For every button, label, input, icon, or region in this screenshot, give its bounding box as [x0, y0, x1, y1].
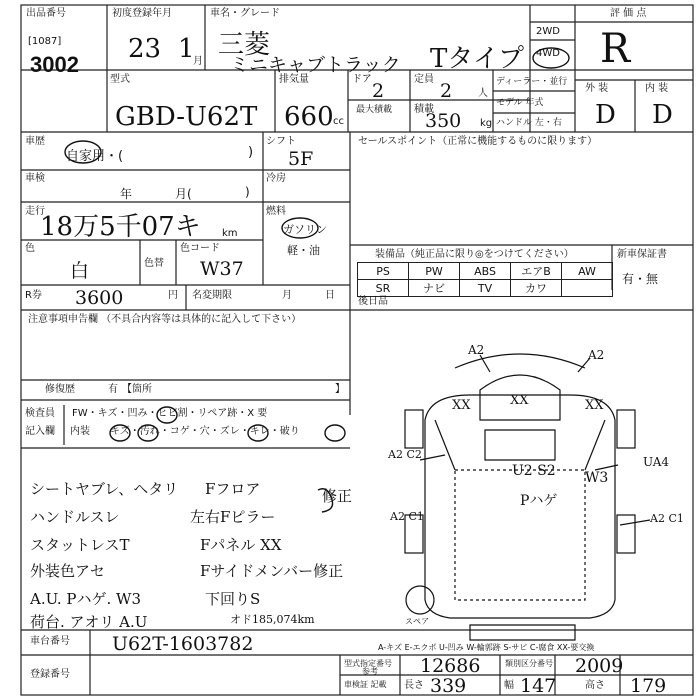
- model-year-label: モデル 年式: [496, 98, 544, 108]
- kg-unit: kg: [480, 118, 493, 129]
- equipment-empty: [562, 280, 613, 297]
- warranty-label: 新車保証書: [617, 249, 667, 260]
- name-change-month: 月: [282, 290, 292, 301]
- inspector-row-2-label: 内装: [70, 426, 90, 437]
- displacement-label: 排気量: [279, 74, 309, 85]
- mark-w3: W3: [585, 470, 609, 486]
- mark-xx-right: XX: [585, 398, 604, 413]
- inspector-label-1: 検査員: [25, 408, 55, 419]
- drive-2wd: 2WD: [536, 26, 560, 37]
- first-reg-month: 1: [178, 34, 195, 64]
- name-label: 車名・グレード: [210, 8, 280, 19]
- length-value: 339: [430, 675, 467, 697]
- ref-label: 参考: [362, 667, 378, 676]
- color-label: 色: [25, 243, 35, 254]
- interior-value: D: [652, 100, 673, 130]
- repair-label: 修復歴: [45, 384, 75, 395]
- km-unit: km: [222, 228, 238, 239]
- repair-close: 】: [335, 384, 345, 395]
- fuel-gas: ガソリン: [283, 223, 327, 236]
- rear-seat-label: 後日品: [358, 296, 388, 307]
- inspector-row-2: キズ・汚れ・コゲ・穴・ズレ・キレ・破り: [110, 426, 300, 437]
- doors-value: 2: [372, 80, 385, 102]
- note-right-6: オド185,074km: [230, 613, 315, 626]
- equipment-pw: PW: [409, 263, 460, 280]
- lot-label: 出品番号: [26, 8, 66, 19]
- load-value: 350: [425, 110, 462, 132]
- mark-a2c1-left: A2 C1: [390, 510, 424, 523]
- chassis-value: U62T-1603782: [112, 633, 254, 655]
- inspection-year: 年: [120, 187, 133, 201]
- inspector-row-1: FW・キズ・凹み・ヒビ割・リペア跡・X 要: [72, 408, 268, 419]
- notes-title: 注意事項申告欄 （不具合内容等は具体的に記入して下さい）: [28, 314, 302, 325]
- mark-a2c2: A2 C2: [388, 448, 422, 461]
- first-reg-year: 23: [128, 34, 162, 64]
- note-right-5: 下回りS: [205, 590, 261, 608]
- lot-number: 3002: [30, 52, 79, 77]
- capacity-label: 定員: [414, 74, 434, 85]
- grade-label: 評 価 点: [610, 8, 647, 19]
- shift-value: 5F: [288, 148, 314, 170]
- fuel-label: 燃料: [266, 206, 286, 217]
- note-right-1: Fフロア: [205, 480, 261, 498]
- note-line-5: A.U. Pハゲ. W3: [30, 590, 141, 608]
- note-line-6: 荷台. アオリ A.U: [30, 613, 148, 631]
- category-label: 類別区分番号: [505, 659, 553, 668]
- width-value: 147: [520, 675, 557, 697]
- inspection-label: 車検: [25, 173, 45, 184]
- mark-top-right: A2: [588, 348, 605, 362]
- note-line-1: シートヤブレ、ヘタリ: [30, 480, 179, 498]
- note-right-3: Fパネル XX: [200, 536, 282, 554]
- damage-legend: A-キズ E-エクボ U-凹み W-輪郭跡 S-サビ C-腐食 XX-要交換: [378, 643, 595, 652]
- interior-label: 内 装: [645, 83, 669, 94]
- cc-unit: cc: [333, 116, 344, 127]
- car-grade: Tタイプ: [430, 44, 525, 74]
- mark-p-hage: Pハゲ: [520, 493, 558, 509]
- mark-xx-left: XX: [452, 398, 471, 413]
- mark-ua4: UA4: [643, 455, 670, 469]
- yen-unit: 円: [168, 290, 178, 301]
- height-value: 179: [630, 675, 667, 697]
- mileage-value: 18万5千07キ: [40, 212, 201, 242]
- load-side-label: 最大積載: [356, 105, 393, 115]
- drive-4wd: 4WD: [536, 48, 560, 59]
- name-change-day: 日: [325, 290, 335, 301]
- sales-point-label: セールスポイント（正常に機能するものに限ります）: [358, 136, 598, 147]
- repair-box: 【箇所: [122, 384, 152, 395]
- capacity-unit: 人: [478, 88, 488, 99]
- equipment-sr: SR: [358, 280, 409, 297]
- spare-label: スペア: [405, 617, 429, 626]
- equipment-airbag: エアB: [511, 263, 562, 280]
- handle-label: ハンドル 左・右: [496, 118, 562, 128]
- car-name: 三菱: [218, 30, 271, 60]
- equipment-tv: TV: [460, 280, 511, 297]
- note-line-3: スタットレスT: [30, 536, 130, 554]
- ac-label: 冷房: [266, 173, 286, 184]
- fuel-diesel: 軽・油: [287, 244, 320, 257]
- equipment-title: 装備品（純正品に限り◎をつけてください）: [375, 249, 574, 260]
- recycle-value: 3600: [75, 287, 124, 309]
- width-label: 幅: [504, 680, 514, 691]
- warranty-value: 有・無: [622, 272, 659, 286]
- length-label: 長さ: [404, 680, 424, 691]
- equipment-ps: PS: [358, 263, 409, 280]
- repair-value: 有: [108, 384, 118, 395]
- capacity-value: 2: [440, 80, 453, 102]
- reg-label: 登録番号: [30, 669, 70, 680]
- car-model: ミニキャブトラック: [230, 54, 401, 76]
- exterior-label: 外 装: [585, 83, 609, 94]
- mark-a2c1-right: A2 C1: [650, 512, 684, 525]
- height-label: 高さ: [585, 680, 605, 691]
- note-line-2: ハンドルスレ: [30, 508, 120, 526]
- exterior-value: D: [595, 100, 616, 130]
- type-label: 型式: [110, 74, 130, 85]
- dims-label: 車検証 記載: [344, 680, 387, 689]
- doors-label: ドア: [352, 74, 372, 85]
- first-reg-label: 初度登録年月: [112, 8, 172, 19]
- equipment-abs: ABS: [460, 263, 511, 280]
- name-change-label: 名変期限: [192, 290, 232, 301]
- history-close: ): [248, 145, 254, 160]
- equipment-leather: カワ: [511, 280, 562, 297]
- inspection-close: ): [245, 185, 250, 199]
- repaint-label: 色替: [144, 258, 164, 269]
- grade-value: R: [600, 26, 631, 72]
- load-label: 積載: [414, 104, 434, 115]
- history-label: 車歴: [25, 136, 45, 147]
- chassis-label: 車台番号: [30, 636, 70, 647]
- repair-mark: 修正: [322, 487, 353, 505]
- first-reg-month-unit: 月: [193, 56, 203, 67]
- category-value: 2009: [575, 655, 624, 677]
- mileage-label: 走行: [25, 206, 45, 217]
- inspector-label-2: 記入欄: [25, 426, 55, 437]
- note-line-4: 外装色アセ: [30, 562, 105, 580]
- color-value: 白: [70, 260, 90, 282]
- displacement-value: 660: [284, 102, 334, 132]
- recycle-label: R券: [25, 290, 42, 301]
- type-value: GBD-U62T: [115, 102, 258, 132]
- mark-top-left: A2: [468, 343, 485, 357]
- color-code-value: W37: [200, 258, 244, 280]
- note-right-4: Fサイドメンバー修正: [200, 562, 344, 580]
- inspection-month: 月(: [175, 187, 192, 201]
- model-designation-value: 12686: [420, 655, 481, 677]
- history-value: 自家用・(: [66, 149, 124, 164]
- equipment-table: [357, 262, 613, 297]
- shift-label: シフト: [266, 136, 296, 147]
- dealer-label: ディーラー・並行: [496, 77, 568, 87]
- mark-xx-center: XX: [510, 393, 529, 408]
- color-code-label: 色コード: [180, 243, 220, 254]
- equipment-navi: ナビ: [409, 280, 460, 297]
- equipment-aw: AW: [562, 263, 613, 280]
- note-right-2: 左右Fピラー: [190, 508, 276, 526]
- model-designation-label: 型式指定番号: [344, 659, 392, 668]
- mark-u2s2: U2 S2: [512, 463, 556, 479]
- lot-sub: [1087]: [28, 36, 62, 47]
